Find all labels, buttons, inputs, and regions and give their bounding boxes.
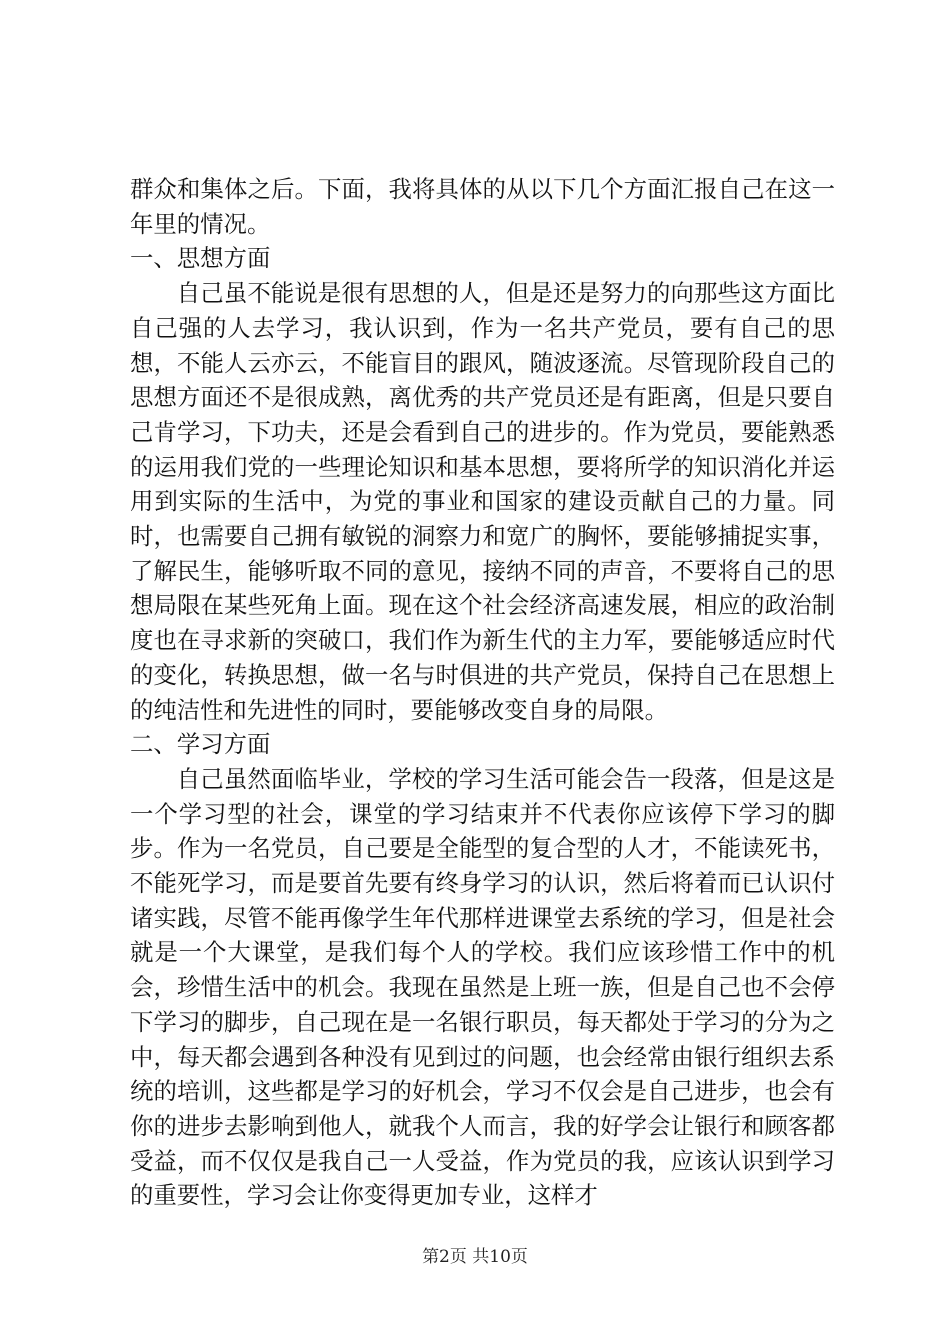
continuation-paragraph: 群众和集体之后。下面，我将具体的从以下几个方面汇报自己在这一年里的情况。: [130, 175, 835, 238]
section-body-thought: 自己虽不能说是很有思想的人，但是还是努力的向那些这方面比自己强的人去学习，我认识到，作为一名共产党员，要有自己的思想，不能人云亦云，不能盲目的跟风，随波逐流。尽管现阶段自己的思想方面还不是很成熟，离优秀的共产党员还是有距离，但是只要自己肯学习，下功夫，还是会看到自己的进步的。作为党员，要能熟悉的运用我们党的一些理论知识和基本思想，要将所学的知识消化并运用到实际的生活中，为党的事业和国家的建设贡献自己的力量。同时，也需要自己拥有敏锐的洞察力和宽广的胸怀，要能够捕捉实事，了解民生，能够听取不同的意见，接纳不同的声音，不要将自己的思想局限在某些死角上面。现在这个社会经济高速发展，相应的政治制度也在寻求新的突破口，我们作为新生代的主力军，要能够适应时代的变化，转换思想，做一名与时俱进的共产党员，保持自己在思想上的纯洁性和先进性的同时，要能够改变自身的局限。: [130, 279, 835, 724]
section-heading-study: 二、学习方面: [130, 730, 271, 759]
document-body: [130, 172, 835, 1213]
section-heading-thought: 一、思想方面: [130, 244, 271, 273]
section-body-study: 自己虽然面临毕业，学校的学习生活可能会告一段落，但是这是一个学习型的社会，课堂的学习结束并不代表你应该停下学习的脚步。作为一名党员，自己要是全能型的复合型的人才，不能读死书，不能死学习，而是要首先要有终身学习的认识，然后将着而已认识付诸实践，尽管不能再像学生年代那样进课堂去系统的学习，但是社会就是一个大课堂，是我们每个人的学校。我们应该珍惜工作中的机会，珍惜生活中的机会。我现在虽然是上班一族，但是自己也不会停下学习的脚步，自己现在是一名银行职员，每天都处于学习的分为之中，每天都会遇到各种没有见到过的问题，也会经常由银行组织去系统的培训，这些都是学习的好机会，学习不仅会是自己进步，也会有你的进步去影响到他人，就我个人而言，我的好学会让银行和顾客都受益，而不仅仅是我自己一人受益，作为党员的我，应该认识到学习的重要性，学习会让你变得更加专业，这样才: [130, 764, 835, 1210]
page-number-footer: 第2页 共10页: [422, 1247, 528, 1267]
